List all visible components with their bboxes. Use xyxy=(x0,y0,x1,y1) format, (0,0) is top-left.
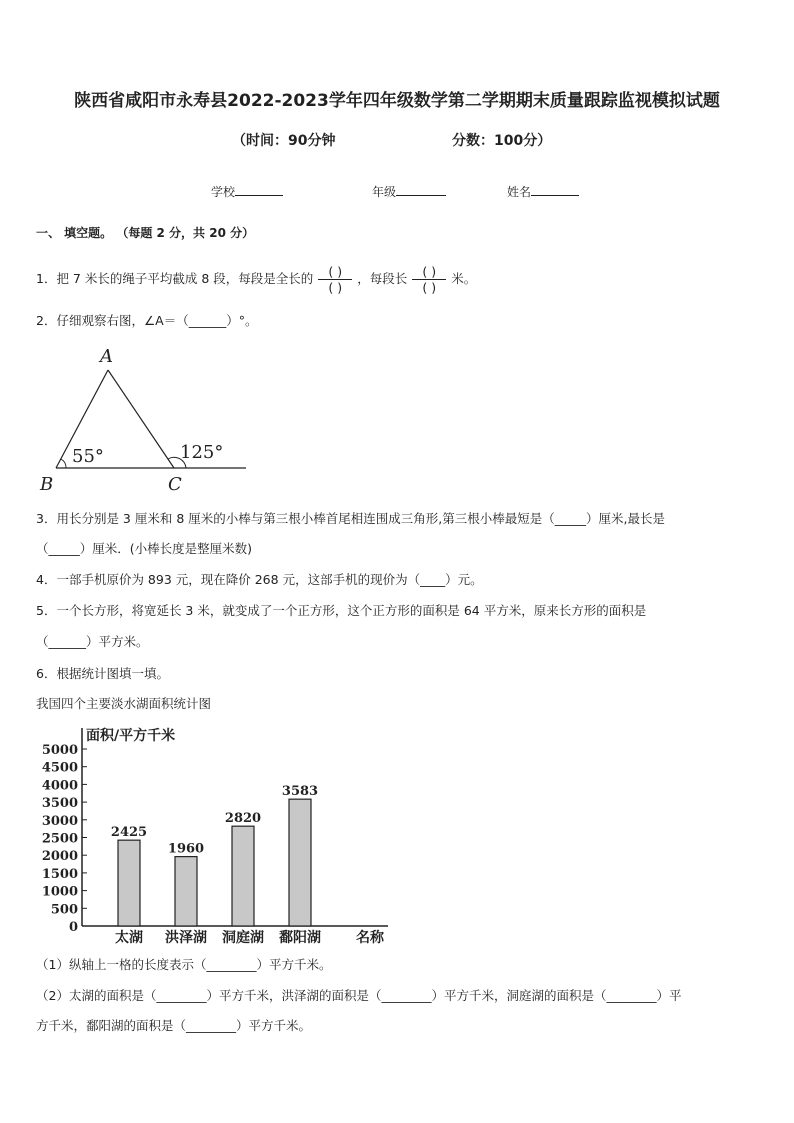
triangle-diagram xyxy=(36,340,256,500)
name-blank xyxy=(531,183,579,196)
bar-value-label: 3583 xyxy=(281,784,319,800)
category-label: 洪泽湖 xyxy=(165,930,207,946)
y-tick-label: 4500 xyxy=(41,760,78,776)
question-6: 6．根据统计图填一填。 xyxy=(36,666,169,681)
y-tick-label: 500 xyxy=(50,902,78,918)
fraction-numerator: ( ) xyxy=(422,264,437,279)
question-3-line1: 3．用长分别是 3 厘米和 8 厘米的小棒与第三根小棒首尾相连围成三角形,第三根小棒最短是（_____）厘米,最长是 xyxy=(36,511,665,526)
bar-3 xyxy=(232,826,254,926)
chart-title: 我国四个主要淡水湖面积统计图 xyxy=(36,696,212,711)
bar-1 xyxy=(118,840,140,926)
bar-chart xyxy=(36,720,406,950)
q1-text-a: 1．把 7 米长的绳子平均截成 8 段，每段是全长的 xyxy=(36,271,314,286)
category-label: 洞庭湖 xyxy=(222,930,264,946)
label-b: B xyxy=(40,474,54,495)
bar-value-label: 2820 xyxy=(224,811,262,827)
question-6-part1: （1）纵轴上一格的长度表示（________）平方千米。 xyxy=(36,957,332,972)
bar-2 xyxy=(175,857,197,926)
school-field[interactable] xyxy=(211,183,283,200)
y-tick-label: 2500 xyxy=(41,831,78,847)
school-blank xyxy=(235,183,283,196)
question-2: 2．仔细观察右图，∠A＝（______）°。 xyxy=(36,313,258,328)
question-5-line2: （______）平方米。 xyxy=(36,634,149,649)
fraction-denominator: ( ) xyxy=(328,280,343,295)
y-tick-label: 3500 xyxy=(41,796,78,812)
category-label: 鄱阳湖 xyxy=(279,930,321,946)
y-tick-label: 5000 xyxy=(41,743,78,758)
label-c: C xyxy=(168,474,182,495)
fraction-denominator: ( ) xyxy=(422,280,437,295)
bar-4 xyxy=(289,799,311,926)
y-tick-label: 3000 xyxy=(41,813,78,829)
y-tick-label: 0 xyxy=(68,920,78,935)
name-label: 姓名 xyxy=(507,185,532,199)
question-1 xyxy=(36,264,476,295)
side-ac xyxy=(108,370,174,468)
q1-text-b: ，每段长 xyxy=(357,271,408,286)
bar-value-label: 1960 xyxy=(167,841,205,857)
question-6-part2-line2: 方千米，鄱阳湖的面积是（________）平方千米。 xyxy=(36,1018,312,1033)
exam-score: 分数：100分） xyxy=(452,133,552,149)
y-axis-label: 面积/平方千米 xyxy=(86,728,176,744)
fraction-numerator: ( ) xyxy=(328,264,343,279)
question-3-line2: （_____）厘米．(小棒长度是整厘米数) xyxy=(36,541,253,556)
angle-c-label: 125° xyxy=(180,442,224,463)
q1-text-c: 米。 xyxy=(451,271,477,286)
chart-ticks xyxy=(42,743,87,935)
page-title: 陕西省咸阳市永寿县2022-2023学年四年级数学第二学期期末质量跟踪监视模拟试题 xyxy=(74,91,720,111)
chart-bars xyxy=(111,784,321,946)
question-6-part2-line1: （2）太湖的面积是（________）平方千米，洪泽湖的面积是（________）平方千米，洞庭湖的面积是（________）平 xyxy=(36,988,682,1003)
angle-b-label: 55° xyxy=(72,446,104,467)
bar-value-label: 2425 xyxy=(110,825,148,841)
x-axis-label: 名称 xyxy=(356,930,384,946)
category-label: 太湖 xyxy=(115,930,143,946)
grade-blank xyxy=(396,183,446,196)
y-tick-label: 4000 xyxy=(41,778,78,794)
y-tick-label: 1000 xyxy=(41,884,78,900)
y-tick-label: 2000 xyxy=(41,849,78,865)
angle-b-arc xyxy=(61,459,66,468)
label-a: A xyxy=(100,346,113,367)
fraction-blank-1[interactable] xyxy=(318,264,352,295)
school-label: 学校 xyxy=(211,185,236,199)
question-4: 4．一部手机原价为 893 元，现在降价 268 元，这部手机的现价为（____）元。 xyxy=(36,572,483,587)
name-field[interactable] xyxy=(507,183,579,200)
fraction-blank-2[interactable] xyxy=(412,264,446,295)
y-tick-label: 1500 xyxy=(41,866,78,882)
grade-field[interactable] xyxy=(372,183,446,200)
exam-time: （时间：90分钟 xyxy=(232,133,336,149)
section-heading: 一、 填空题。 （每题 2 分，共 20 分） xyxy=(36,226,255,240)
grade-label: 年级 xyxy=(372,185,397,199)
question-5-line1: 5．一个长方形，将宽延长 3 米，就变成了一个正方形，这个正方形的面积是 64 平方米，原来长方形的面积是 xyxy=(36,603,647,618)
